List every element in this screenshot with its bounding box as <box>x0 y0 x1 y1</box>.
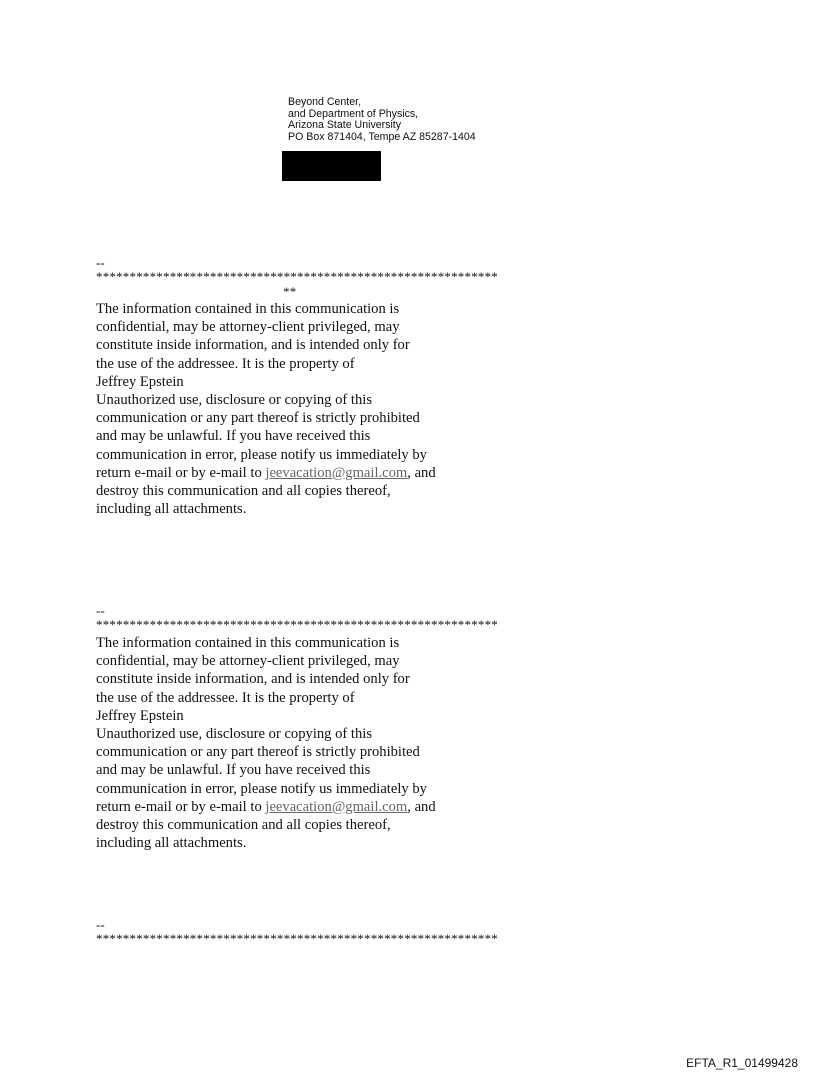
disclaimer-line: The information contained in this communication is <box>96 301 400 317</box>
disclaimer-line: including all attachments. <box>96 835 247 852</box>
disclaimer-line: constitute inside information, and is intended only for <box>96 337 410 354</box>
disclaimer-line: the use of the addressee. It is the property of <box>96 355 355 372</box>
document-id: EFTA_R1_01499428 <box>686 1056 798 1070</box>
link-prefix: return e-mail or by e-mail to <box>96 464 266 481</box>
disclaimer-line: destroy this communication and all copies thereof, <box>96 817 391 834</box>
asterisk-rule: ************************************************************ <box>96 269 498 284</box>
disclaimer-line: communication or any part thereof is strictly prohibited <box>96 744 420 761</box>
disclaimer-line: Unauthorized use, disclosure or copying of this <box>96 726 373 743</box>
disclaimer-line: constitute inside information, and is intended only for <box>96 671 410 688</box>
disclaimer-line: The information contained in this communication is <box>96 635 400 651</box>
redaction-box <box>282 151 381 181</box>
disclaimer-line: and may be unlawful. If you have received this <box>96 762 371 779</box>
disclaimer-block-1 <box>96 256 498 518</box>
signature-line: and Department of Physics, <box>288 107 419 120</box>
disclaimer-line: including all attachments. <box>96 501 247 518</box>
separator-dash: -- <box>96 255 105 270</box>
email-link[interactable]: jeevacation@gmail.com <box>265 798 408 815</box>
signature-line: Beyond Center, <box>288 96 362 108</box>
disclaimer-line: confidential, may be attorney-client privileged, may <box>96 319 400 336</box>
disclaimer-line: and may be unlawful. If you have received this <box>96 428 371 445</box>
disclaimer-line: Jeffrey Epstein <box>96 707 184 724</box>
disclaimer-line: communication in error, please notify us immediately by <box>96 780 427 797</box>
asterisk-rule-short: ** <box>283 284 297 299</box>
link-suffix: , and <box>407 798 436 815</box>
disclaimer-line: the use of the addressee. It is the property of <box>96 689 355 706</box>
signature-line: PO Box 871404, Tempe AZ 85287-1404 <box>288 130 476 143</box>
disclaimer-line: Jeffrey Epstein <box>96 373 184 390</box>
disclaimer-link-line <box>96 464 498 482</box>
disclaimer-line: communication in error, please notify us immediately by <box>96 446 427 463</box>
disclaimer-line: communication or any part thereof is strictly prohibited <box>96 410 420 427</box>
signature-block <box>288 97 476 143</box>
asterisk-rule: ************************************************************ <box>96 617 498 632</box>
disclaimer-link-line <box>96 798 498 816</box>
asterisk-rule: ************************************************************ <box>96 931 498 946</box>
separator-dash: -- <box>96 603 105 618</box>
separator-dash: -- <box>96 917 105 932</box>
link-prefix: return e-mail or by e-mail to <box>96 798 266 815</box>
email-link[interactable]: jeevacation@gmail.com <box>265 464 408 481</box>
disclaimer-line: confidential, may be attorney-client privileged, may <box>96 653 400 670</box>
disclaimer-block-2 <box>96 604 498 852</box>
disclaimer-line: destroy this communication and all copies thereof, <box>96 483 391 500</box>
signature-line: Arizona State University <box>288 119 402 132</box>
trailing-separator <box>96 918 498 946</box>
link-suffix: , and <box>407 464 436 481</box>
disclaimer-line: Unauthorized use, disclosure or copying of this <box>96 392 373 409</box>
